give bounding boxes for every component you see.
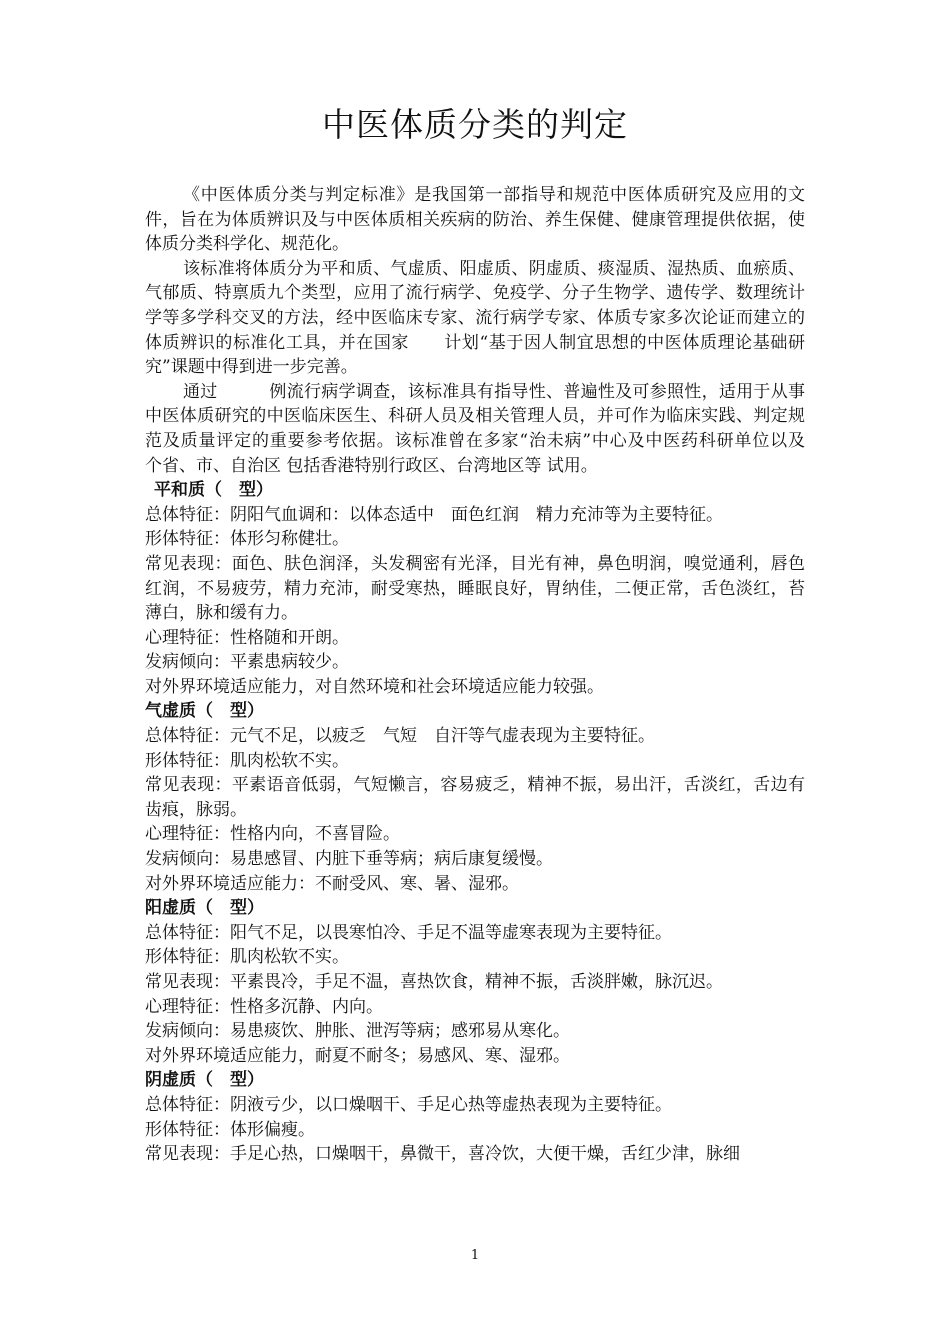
section-heading: 阴虚质（ 型） bbox=[145, 1070, 264, 1091]
intro-paragraph-3: 通过 例流行病学调查，该标准具有指导性、普遍性及可参照性，适用于从事中医体质研究的中医临床医生、科研人员及相关管理人员，并可作为临床实践、判定规范及质量评定的重要参考依据。该标准曾在多家“治未病”中心及中医药科研单位以及 个省、市、自治区 包括香港特别行政区、台湾地区等 试用。 bbox=[145, 381, 839, 476]
intro-paragraph-2: 该标准将体质分为平和质、气虚质、阳虚质、阴虚质、痰湿质、湿热质、血瘀质、气郁质、特禀质九个类型，应用了流行病学、免疫学、分子生物学、遗传学、数理统计学等多学科交叉的方法，经中医临床专家、流行病学专家、体质专家多次论证而建立的体质辨识的标准化工具，并在国家 计划“基于因人制宜思想的中医体质理论基础研究”课题中得到进一步完善。 bbox=[145, 258, 805, 378]
section-heading: 气虚质（ 型） bbox=[145, 701, 264, 722]
section-yangxu bbox=[145, 896, 805, 1068]
section-qixu bbox=[145, 699, 805, 896]
section-yinxu bbox=[145, 1068, 805, 1166]
text-line: 对外界环境适应能力，对自然环境和社会环境适应能力较强。 bbox=[145, 676, 604, 697]
text-line: 对外界环境适应能力：不耐受风、寒、暑、湿邪。 bbox=[145, 873, 519, 894]
text-line: 形体特征：体形匀称健壮。 bbox=[145, 529, 349, 550]
text-line: 心理特征：性格内向，不喜冒险。 bbox=[145, 824, 400, 845]
text-line: 总体特征：阳气不足，以畏寒怕冷、手足不温等虚寒表现为主要特征。 bbox=[145, 922, 672, 943]
text-line: 常见表现：手足心热，口燥咽干，鼻微干，喜冷饮，大便干燥，舌红少津，脉细 bbox=[145, 1144, 740, 1165]
text-line: 发病倾向：平素患病较少。 bbox=[145, 652, 349, 673]
text-line: 总体特征：阴液亏少，以口燥咽干、手足心热等虚热表现为主要特征。 bbox=[145, 1094, 672, 1115]
page-title: 中医体质分类的判定 bbox=[322, 105, 628, 144]
intro-paragraph-1: 《中医体质分类与判定标准》是我国第一部指导和规范中医体质研究及应用的文件，旨在为体质辨识及与中医体质相关疾病的防治、养生保健、健康管理提供依据，使体质分类科学化、规范化。 bbox=[145, 185, 805, 255]
text-line: 心理特征：性格多沉静、内向。 bbox=[145, 996, 383, 1017]
text-line: 心理特征：性格随和开朗。 bbox=[145, 627, 349, 648]
text-line: 常见表现：平素畏冷，手足不温，喜热饮食，精神不振，舌淡胖嫩，脉沉迟。 bbox=[145, 972, 723, 992]
text-paragraph: 常见表现：平素语音低弱，气短懒言，容易疲乏，精神不振，易出汗，舌淡红，舌边有齿痕，脉弱。 bbox=[145, 775, 805, 820]
text-line: 总体特征：阴阳气血调和：以体态适中 面色红润 精力充沛等为主要特征。 bbox=[145, 504, 723, 525]
text-line: 对外界环境适应能力，耐夏不耐冬；易感风、寒、湿邪。 bbox=[145, 1045, 570, 1066]
text-line: 发病倾向：易患痰饮、肿胀、泄泻等病；感邪易从寒化。 bbox=[145, 1021, 570, 1042]
text-line: 形体特征：肌肉松软不实。 bbox=[145, 750, 349, 771]
section-heading: 阳虚质（ 型） bbox=[145, 898, 264, 919]
text-paragraph: 常见表现：面色、肤色润泽，头发稠密有光泽，目光有神，鼻色明润，嗅觉通利，唇色红润，不易疲劳，精力充沛，耐受寒热，睡眠良好，胃纳佳，二便正常，舌色淡红，苔薄白，脉和缓有力。 bbox=[145, 553, 805, 624]
text-line: 总体特征：元气不足，以疲乏 气短 自汗等气虚表现为主要特征。 bbox=[145, 726, 655, 747]
text-line: 形体特征：肌肉松软不实。 bbox=[145, 947, 349, 968]
section-pinghe bbox=[145, 478, 805, 699]
page-number: 1 bbox=[470, 1248, 480, 1263]
text-line: 形体特征：体形偏瘦。 bbox=[145, 1119, 315, 1140]
document-body bbox=[145, 183, 839, 1167]
text-line: 发病倾向：易患感冒、内脏下垂等病；病后康复缓慢。 bbox=[145, 849, 553, 870]
section-heading: 平和质（ 型） bbox=[154, 480, 273, 501]
